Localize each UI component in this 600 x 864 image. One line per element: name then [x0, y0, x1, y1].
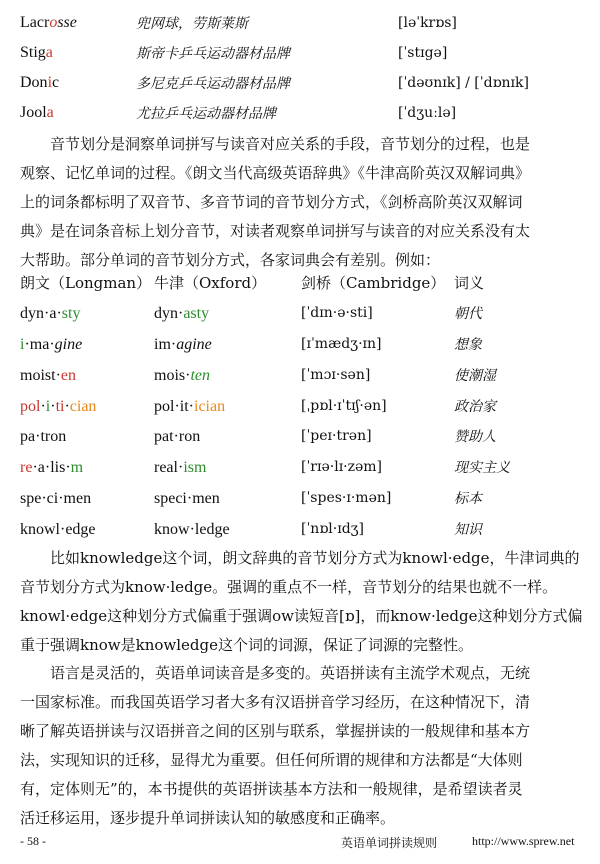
syllable-dot: · [173, 428, 179, 446]
footer-url: http://www.sprew.net [472, 834, 575, 848]
syllable: ten [190, 366, 210, 384]
word-meaning: 标本 [454, 490, 482, 507]
syllable: sty [61, 305, 81, 323]
book-title: 英语单词拼读规则 [341, 836, 438, 850]
syllable-dot: · [41, 489, 47, 507]
syllable-dot: · [49, 335, 55, 353]
header-meaning: 词义 [454, 273, 485, 292]
word-meaning: 使潮湿 [454, 367, 496, 384]
text-line: 音节划分是洞察单词拼写与读音对应关系的手段，音节划分的过程，也是 [50, 135, 531, 153]
table-row [20, 513, 590, 544]
syllable-dot: · [189, 520, 195, 538]
syllable-dot: · [35, 428, 41, 446]
text-line: 重于强调know是knowledge这个词的词源，保证了词源的完整性。 [20, 636, 473, 654]
longman-division [20, 365, 154, 385]
syllable-dot: · [185, 366, 191, 384]
syllable: edge [65, 520, 96, 538]
syllable: knowl [20, 520, 60, 538]
syllable: tron [40, 428, 67, 446]
syllable-dot: · [178, 305, 184, 323]
word-meaning: 政治家 [454, 398, 496, 415]
brand-description: 斯帝卡乒乓运动器材品牌 [136, 46, 290, 62]
syllable: mois [154, 366, 186, 384]
syllable-dot: · [64, 397, 70, 415]
syllable: lis [50, 459, 66, 477]
syllable-dot: · [44, 459, 51, 477]
paragraph-knowledge-example [20, 544, 582, 660]
longman-division [20, 396, 154, 416]
syllable: ma [29, 335, 50, 353]
word-meaning: 想象 [454, 336, 482, 353]
syllable: pol [20, 397, 41, 415]
syllable: ron [178, 428, 201, 446]
syllable: gine [54, 335, 83, 353]
syllable: i [20, 335, 25, 353]
text-line: knowl·edge这种划分方式偏重于强调ow读短音[ɒ]，而know·ledge这种划分方式偏 [20, 607, 583, 625]
syllable: i [45, 397, 51, 415]
syllable: a [49, 305, 57, 323]
longman-division [20, 488, 154, 508]
syllable: ician [194, 397, 226, 415]
brand-name: Donic [20, 74, 60, 91]
syllable: im [154, 335, 171, 353]
longman-division [20, 457, 154, 477]
syllable: a [37, 459, 45, 477]
text-line: 法，实现知识的迁移，显得尤为重要。但任何所谓的规律和方法都是“大体则 [20, 751, 523, 769]
syllable-dot: · [40, 397, 46, 415]
brand-name: Lacrosse [20, 14, 77, 31]
longman-division [20, 303, 154, 323]
syllable: it [179, 397, 189, 415]
text-line: 观察、记忆单词的过程。《朗文当代高级英语辞典》《牛津高阶英汉双解词典》 [20, 164, 531, 182]
longman-division [20, 519, 154, 539]
syllable-dot: · [186, 489, 193, 507]
syllable: m [70, 459, 84, 477]
brand-description: 兜网球，劳斯莱斯 [136, 16, 248, 32]
syllable: ism [183, 459, 207, 477]
oxford-division [154, 488, 301, 508]
oxford-division [154, 303, 301, 323]
cambridge-phonetic: [ˈmɔɪ·sən] [301, 366, 371, 383]
syllable: dyn [20, 305, 44, 323]
table-header [20, 267, 590, 298]
brand-row [20, 38, 590, 68]
table-row [20, 483, 590, 514]
text-line: 有，定体则无”的，本书提供的英语拼读基本方法和一般规律，是希望读者灵 [20, 780, 523, 798]
syllable-dot: · [60, 520, 66, 538]
table-row [20, 390, 590, 421]
syllable: pat [154, 428, 174, 446]
syllable-dot: · [65, 459, 71, 477]
brand-description: 尤拉乒乓运动器材品牌 [136, 106, 276, 122]
text-line: 上的词条都标明了双音节、多音节词的音节划分方式，《剑桥高阶英汉双解词 [20, 193, 523, 211]
header-longman: 朗文（Longman） [20, 273, 152, 292]
syllable-comparison-table [20, 267, 590, 544]
oxford-division [154, 426, 301, 446]
syllable: pol [154, 397, 175, 415]
text-line: 晰了解英语拼读与汉语拼音之间的区别与联系，掌握拼读的一般规律和基本方 [20, 722, 531, 740]
cambridge-phonetic: [ˈdɪn·ə·sti] [301, 305, 373, 322]
oxford-division [154, 457, 301, 477]
word-meaning: 朝代 [454, 306, 482, 323]
syllable-dot: · [32, 459, 38, 477]
longman-division [20, 334, 154, 354]
syllable: men [192, 489, 220, 507]
syllable: en [60, 366, 76, 384]
cambridge-phonetic: [ˈnɒl·ɪdʒ] [301, 520, 365, 537]
brand-list [20, 8, 590, 128]
cambridge-phonetic: [ˈpeɪ·trən] [301, 428, 372, 445]
longman-division [20, 426, 154, 446]
table-row [20, 298, 590, 329]
cambridge-phonetic: [ˈspes·ɪ·mən] [301, 489, 392, 506]
word-meaning: 赞助人 [454, 429, 496, 446]
syllable-dot: · [24, 335, 30, 353]
oxford-division [154, 365, 301, 385]
cambridge-phonetic: [ˌpɒl·ɪˈtɪʃ·ən] [301, 397, 387, 414]
syllable-dot: · [188, 397, 194, 415]
word-meaning: 知识 [454, 521, 482, 538]
syllable: ledge [194, 520, 230, 538]
table-row [20, 359, 590, 390]
brand-phonetic: [ˈdəʊnɪk] / [ˈdɒnɪk] [398, 75, 529, 91]
paragraph-syllable-intro [20, 130, 582, 275]
brand-phonetic: [ˈdʒuːlə] [398, 105, 457, 121]
syllable: moist [20, 366, 56, 384]
syllable: agine [176, 335, 212, 353]
text-line: 比如knowledge这个词，朗文辞典的音节划分方式为knowl·edge，牛津词典的 [50, 549, 580, 567]
text-line: 音节划分方式为know·ledge。强调的重点不一样，音节划分的结果也就不一样。 [20, 578, 558, 596]
cambridge-phonetic: [ɪˈmædʒ·ɪn] [301, 335, 382, 352]
brand-row [20, 8, 590, 38]
syllable: ci [46, 489, 59, 507]
brand-description: 多尼克乒乓运动器材品牌 [136, 76, 290, 92]
text-line: 语言是灵活的，英语单词读音是多变的。英语拼读有主流学术观点，无统 [50, 664, 531, 682]
page-number: - 58 - [20, 834, 46, 848]
table-row [20, 421, 590, 452]
syllable: asty [183, 305, 210, 323]
brand-row [20, 68, 590, 98]
brand-phonetic: [ləˈkrɒs] [398, 15, 457, 31]
table-row [20, 329, 590, 360]
syllable: men [63, 489, 92, 507]
table-row [20, 452, 590, 483]
word-meaning: 现实主义 [454, 460, 510, 477]
syllable: cian [69, 397, 97, 415]
syllable: spe [20, 489, 42, 507]
syllable-dot: · [50, 397, 56, 415]
text-line: 活迁移运用，逐步提升单词拼读认知的敏感度和正确率。 [20, 809, 396, 827]
syllable: re [20, 459, 33, 477]
syllable-dot: · [44, 305, 50, 323]
brand-phonetic: [ˈstɪgə] [398, 45, 448, 61]
text-line: 典》是在词条音标上划分音节，对读者观察单词拼写与读音的对应关系没有太 [20, 222, 531, 240]
syllable: dyn [154, 305, 178, 323]
syllable-dot: · [58, 489, 64, 507]
page-footer [20, 834, 580, 854]
syllable-dot: · [174, 397, 180, 415]
brand-name: Stiga [20, 44, 53, 61]
syllable: speci [154, 489, 187, 507]
oxford-division [154, 519, 301, 539]
brand-row [20, 98, 590, 128]
header-oxford: 牛津（Oxford） [154, 273, 267, 292]
syllable: real [154, 459, 178, 477]
syllable-dot: · [56, 305, 62, 323]
syllable: pa [20, 428, 36, 446]
text-line: 一国家标准。而我国英语学习者大多有汉语拼音学习经历，在这种情况下，清 [20, 693, 531, 711]
syllable-dot: · [170, 335, 177, 353]
syllable: ti [55, 397, 65, 415]
syllable-dot: · [177, 459, 184, 477]
oxford-division [154, 334, 301, 354]
cambridge-phonetic: [ˈrɪə·lɪ·zəm] [301, 459, 383, 476]
brand-name: Joola [20, 104, 54, 121]
syllable-dot: · [55, 366, 61, 384]
oxford-division [154, 396, 301, 416]
header-cambridge: 剑桥（Cambridge） [301, 273, 446, 292]
paragraph-flexible-language [20, 659, 582, 833]
syllable: know [154, 520, 190, 538]
text-line: 大帮助。部分单词的音节划分方式，各家词典会有差别。例如： [20, 251, 441, 269]
